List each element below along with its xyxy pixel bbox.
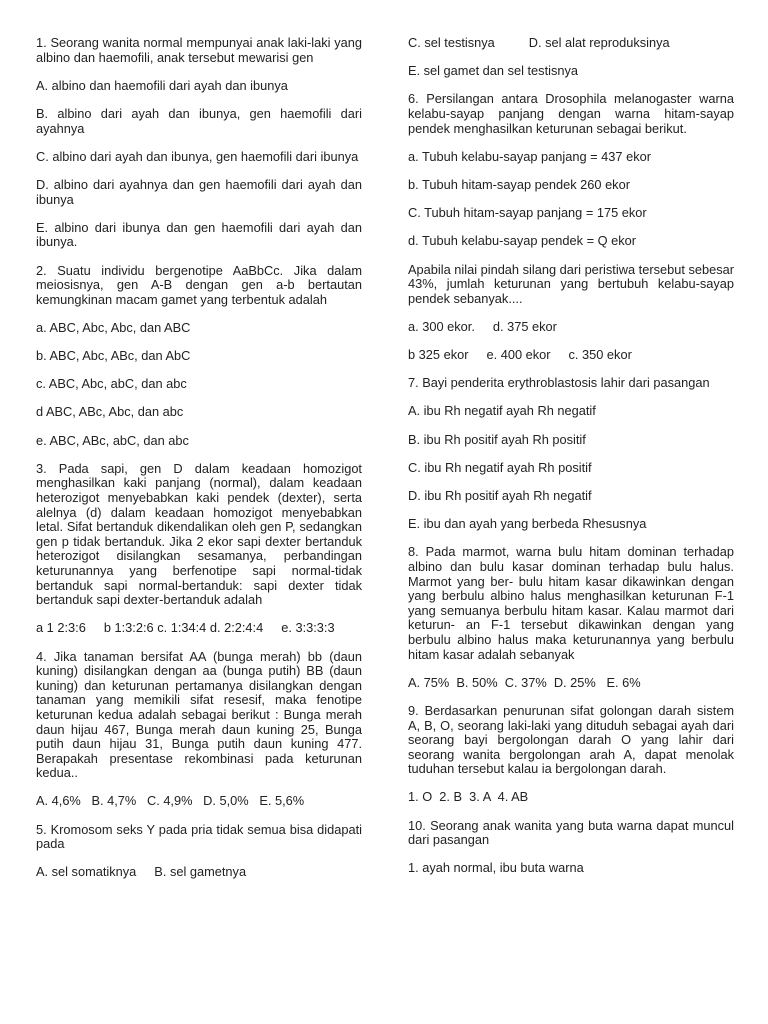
q6-option-b: b 325 ekor (408, 347, 469, 363)
q2-option-e: e. ABC, ABc, abC, dan abc (36, 432, 189, 448)
q3-stem: 3. Pada sapi, gen D dalam keadaan homozigot menghasilkan kaki panjang (normal), dalam keadaan heterozigot menyebabkan kaki pendek (dexter), serta alelnya (d) dalam keadaan homozigot menyebabkan letal. Sifat bertanduk dikendalikan oleh gen P, sedangkan gen p tidak bertanduk. Jika 2 ekor sapi dexter bertanduk heterozigot disilangkan sesamanya, perbandingan keturunannya yang berfenotipe sapi normal-tidak bertanduk sapi normal-bertanduk: sapi dexter tidak bertanduk sapi dexter-bertanduk adalah (36, 460, 362, 608)
q10-option-1: 1. ayah normal, ibu buta warna (408, 860, 584, 876)
q7-option-d: D. ibu Rh positif ayah Rh negatif (408, 488, 592, 503)
q3-option-b: b 1:3:2:6 (103, 620, 154, 636)
q5-option-b: B. sel gametnya (154, 864, 247, 880)
q6-item-b: b. Tubuh hitam-sayap pendek 260 ekor (408, 176, 630, 192)
q3-option-e: e. 3:3:3:3 (281, 620, 335, 636)
q1-option-d: D. albino dari ayahnya dan gen haemofili dari ayah dan ibunya (36, 176, 362, 207)
q8-options: A. 75% B. 50% C. 37% D. 25% E. 6% (408, 674, 641, 690)
q9-options: 1. O 2. B 3. A 4. AB (408, 789, 529, 805)
q6-item-c: C. Tubuh hitam-sayap panjang = 175 ekor (408, 205, 647, 221)
q7-option-c: C. ibu Rh negatif ayah Rh positif (408, 459, 592, 475)
q7-stem: 7. Bayi penderita erythroblastosis lahir dari pasangan (408, 375, 710, 391)
q5-option-d: D. sel alat reproduksinya (528, 35, 670, 50)
q1-option-c: C. albino dari ayah dan ibunya, gen haemofili dari ibunya (36, 148, 359, 164)
q1-stem: 1. Seorang wanita normal mempunyai anak laki-laki yang albino dan haemofili, anak tersebut mewarisi gen (36, 35, 362, 65)
q10-stem: 10. Seorang anak wanita yang buta warna dapat muncul dari pasangan (408, 817, 734, 848)
q1-option-a: A. albino dan haemofili dari ayah dan ibunya (36, 77, 288, 93)
q3-option-a: a 1 2:3:6 (36, 620, 86, 636)
q5-option-e: E. sel gamet dan sel testisnya (408, 63, 579, 79)
q2-option-b: b. ABC, Abc, ABc, dan AbC (36, 348, 191, 364)
right-column (408, 36, 734, 876)
q7-option-e: E. ibu dan ayah yang berbeda Rhesusnya (408, 516, 647, 532)
q7-option-a: A. ibu Rh negatif ayah Rh negatif (408, 403, 596, 419)
q6-item-a: a. Tubuh kelabu-sayap panjang = 437 ekor (408, 148, 651, 164)
q4-stem: 4. Jika tanaman bersifat AA (bunga merah) bb (daun kuning) disilangkan dengan aa (bunga putih) BB (daun kuning) dan keturunan pertamanya disilangkan dengan tanaman yang memikili sifat resesif, maka fenotipe keturunan kedua adalah sebagai berikut : Bunga merah daun hijau 467, Bunga merah daun kuning 25, Bunga putih daun hijau 31, Bunga putih daun kuning 477. Berapakah presentase rekombinasi pada keturunan kedua.. (36, 648, 362, 781)
q9-stem: 9. Berdasarkan penurunan sifat golongan darah sistem A, B, O, seorang laki-laki yang dituduh sebagai ayah dari seorang bayi bergolongan darah O yang lahir dari seorang wanita bergolongan arah A, dapat menolak tuduhan tersebut kalau ia bergolongan darah. (408, 702, 734, 777)
q6-stem: 6. Persilangan antara Drosophila melanogaster warna kelabu-sayap panjang dengan warna hitam-sayap pendek menghasilkan keturunan sebagai berikut. (408, 91, 734, 136)
q6-question: Apabila nilai pindah silang dari peristiwa tersebut sebesar 43%, jumlah keturunan yang bertubuh kelabu-sayap pendek sebanyak.... (408, 261, 734, 306)
q6-options-row2 (408, 348, 734, 363)
q5-option-c: C. sel testisnya (408, 35, 495, 50)
q6-option-d: d. 375 ekor (492, 318, 557, 334)
q1-option-e: E. albino dari ibunya dan gen haemofili dari ayah dan ibunya. (36, 219, 362, 250)
q6-options-row1 (408, 320, 734, 335)
q3-option-d: d. 2:2:4:4 (209, 620, 264, 636)
left-column (36, 36, 362, 880)
q5-option-a: A. sel somatiknya (36, 864, 137, 880)
q2-option-c: c. ABC, Abc, abC, dan abc (36, 376, 187, 392)
q1-option-b: B. albino dari ayah dan ibunya, gen haemofili dari ayahnya (36, 105, 362, 136)
q7-option-b: B. ibu Rh positif ayah Rh positif (408, 431, 586, 447)
q2-stem: 2. Suatu individu bergenotipe AaBbCc. Jika dalam meiosisnya, gen A-B dengan gen a-b bertautan kemungkinan macam gamet yang terbentuk adalah (36, 262, 362, 307)
q2-option-a: a. ABC, Abc, Abc, dan ABC (36, 319, 191, 335)
q2-option-d: d ABC, ABc, Abc, dan abc (36, 404, 184, 420)
q6-option-e: e. 400 ekor (486, 347, 551, 363)
q6-option-a: a. 300 ekor. (408, 318, 475, 334)
q6-item-d: d. Tubuh kelabu-sayap pendek = Q ekor (408, 233, 637, 249)
q8-stem: 8. Pada marmot, warna bulu hitam dominan terhadap albino dan bulu kasar dominan terhadap bulu halus. Marmot yang ber- bulu hitam kasar dikawinkan dengan yang berbulu albino halus menghasilkan keturunan F-1 yang semuanya berbulu hitam kasar. Kalau marmot dari keturun- an F-1 tersebut dikawinkan dengan yang berbulu albino halus maka keturunannya yang berbulu hitam kasar adalah sebanyak (408, 544, 734, 662)
q3-options (36, 621, 362, 636)
q5-options-right (408, 36, 734, 51)
q5-stem: 5. Kromosom seks Y pada pria tidak semua bisa didapati pada (36, 821, 362, 852)
q5-options-left (36, 865, 362, 880)
q4-options: A. 4,6% B. 4,7% C. 4,9% D. 5,0% E. 5,6% (36, 793, 305, 809)
q6-option-c: c. 350 ekor (568, 347, 632, 363)
q3-option-c: c. 1:34:4 (157, 620, 207, 636)
